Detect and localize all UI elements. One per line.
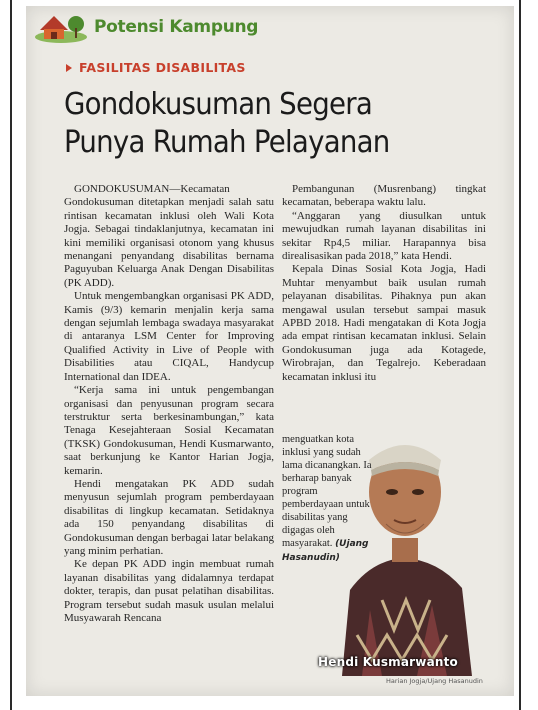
house-leaf-icon [34, 10, 88, 44]
paragraph: Ke depan PK ADD ingin membuat rumah layanan disabilitas yang didalamnya terdapat dokter, terapis, dan pusat pelatihan disabilitas. Program tersebut sudah masuk usulan melalui Musyawarah Rencana [64, 558, 274, 624]
paragraph: “Kerja sama ini untuk pengembangan organisasi dan penyusunan program secara terstruktur serta berkesinambungan,” kata Tenaga Kesejahteraan Sosial Kecamatan (TKSK) Gondokusuman, Hendi Kusmarwanto, saat berkunjung ke Kantor Harian Jogja, kemarin. [64, 384, 274, 477]
headline-line-1: Gondokusuman Segera [64, 87, 373, 122]
paragraph: “Anggaran yang diusulkan untuk mewujudkan rumah layanan disabilitas ini sekitar Rp4,5 miliar. Harapannya bisa direalisasikan pada 2018,” kata Hendi. [282, 209, 486, 263]
photo-credit: Harian Jogja/Ujang Hasanudin [386, 677, 483, 685]
article-column-right-narrow [282, 433, 376, 565]
photo-caption: Hendi Kusmarwanto [318, 655, 459, 669]
arrow-right-icon [66, 64, 72, 72]
section-masthead [34, 8, 334, 46]
article-column-right [282, 183, 486, 384]
paragraph [282, 433, 376, 565]
rubric-label [66, 60, 246, 75]
paragraph-text: menguatkan kota inklusi yang sudah lama dicanangkan. Ia berharap banyak program pemberdayaan untuk disabilitas yang digagas oleh masyarakat. [282, 434, 372, 549]
byline: (Ujang Hasanudin) [282, 539, 369, 563]
scan-border-left [10, 0, 12, 710]
paragraph: GONDOKUSUMAN—Kecamatan Gondokusuman ditetapkan menjadi salah satu rintisan kecamatan inklusi oleh Wali Kota Jogja. Sebagai tindaklanjutnya, kecamatan ini kini memiliki organisasi otonom yang khusus menangani penyandang disabilitas bernama Paguyuban Keluarga Anak Dengan Disabilitas (PK ADD). [64, 183, 274, 289]
scan-border-right [519, 0, 521, 710]
article-column-left [64, 183, 274, 625]
paragraph: Untuk mengembangkan organisasi PK ADD, Kamis (9/3) kemarin menjalin kerja sama dengan sejumlah lembaga swadaya masyarakat di antaranya LSM Center for Improving Qualified Activity in Live of People with Disabilities atau CIQAL, Handycup International dan IDEA. [64, 290, 274, 383]
headline-line-2: Punya Rumah Pelayanan [64, 125, 390, 160]
rubric-text: FASILITAS DISABILITAS [79, 60, 246, 75]
paragraph: Hendi mengatakan PK ADD sudah menyusun sejumlah program pemberdayaan disabilitas di lingkup kecamatan. Setidaknya ada 150 penyandang disabilitas di Gondokusuman dengan berbagai latar belakang yang minim perhatian. [64, 477, 274, 557]
section-title: Potensi Kampung [94, 17, 259, 37]
article-headline [64, 86, 450, 162]
paragraph: Kepala Dinas Sosial Kota Jogja, Hadi Muhtar menyambut baik usulan rumah pelayanan disabilitas. Pihaknya pun akan mengawal usulan tersebut sampai masuk APBD 2018. Hadi mengatakan di Kota Jogja ada empat rintisan kecamatan inklusi. Selain Gondokusuman juga ada Kotagede, Wirobrajan, dan Tegalrejo. Keberadaan kecamatan inklusi itu [282, 263, 486, 383]
paragraph: Pembangunan (Musrenbang) tingkat kecamatan, beberapa waktu lalu. [282, 183, 486, 209]
